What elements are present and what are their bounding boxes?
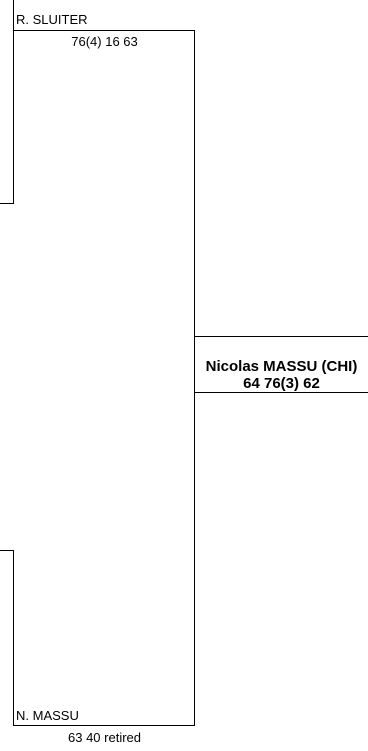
bracket-line-bottom-left-vertical [13,550,14,726]
bracket-line-top-right-vertical [194,30,195,337]
bottom-match-player-name: N. MASSU [16,708,79,723]
winner-name: Nicolas MASSU (CHI) [205,358,358,375]
bottom-match-score: 63 40 retired [68,730,141,745]
bracket-line-bottom-left-stub [0,550,14,551]
winner-score: 64 76(3) 62 [243,375,320,392]
bracket-line-top-left-stub [0,203,14,204]
bottom-match-underline [14,725,195,726]
bracket-line-bottom-right-vertical [194,393,195,725]
top-match-player-name: R. SLUITER [16,12,88,27]
top-match-underline [14,30,195,31]
top-match-score: 76(4) 16 63 [71,34,138,49]
